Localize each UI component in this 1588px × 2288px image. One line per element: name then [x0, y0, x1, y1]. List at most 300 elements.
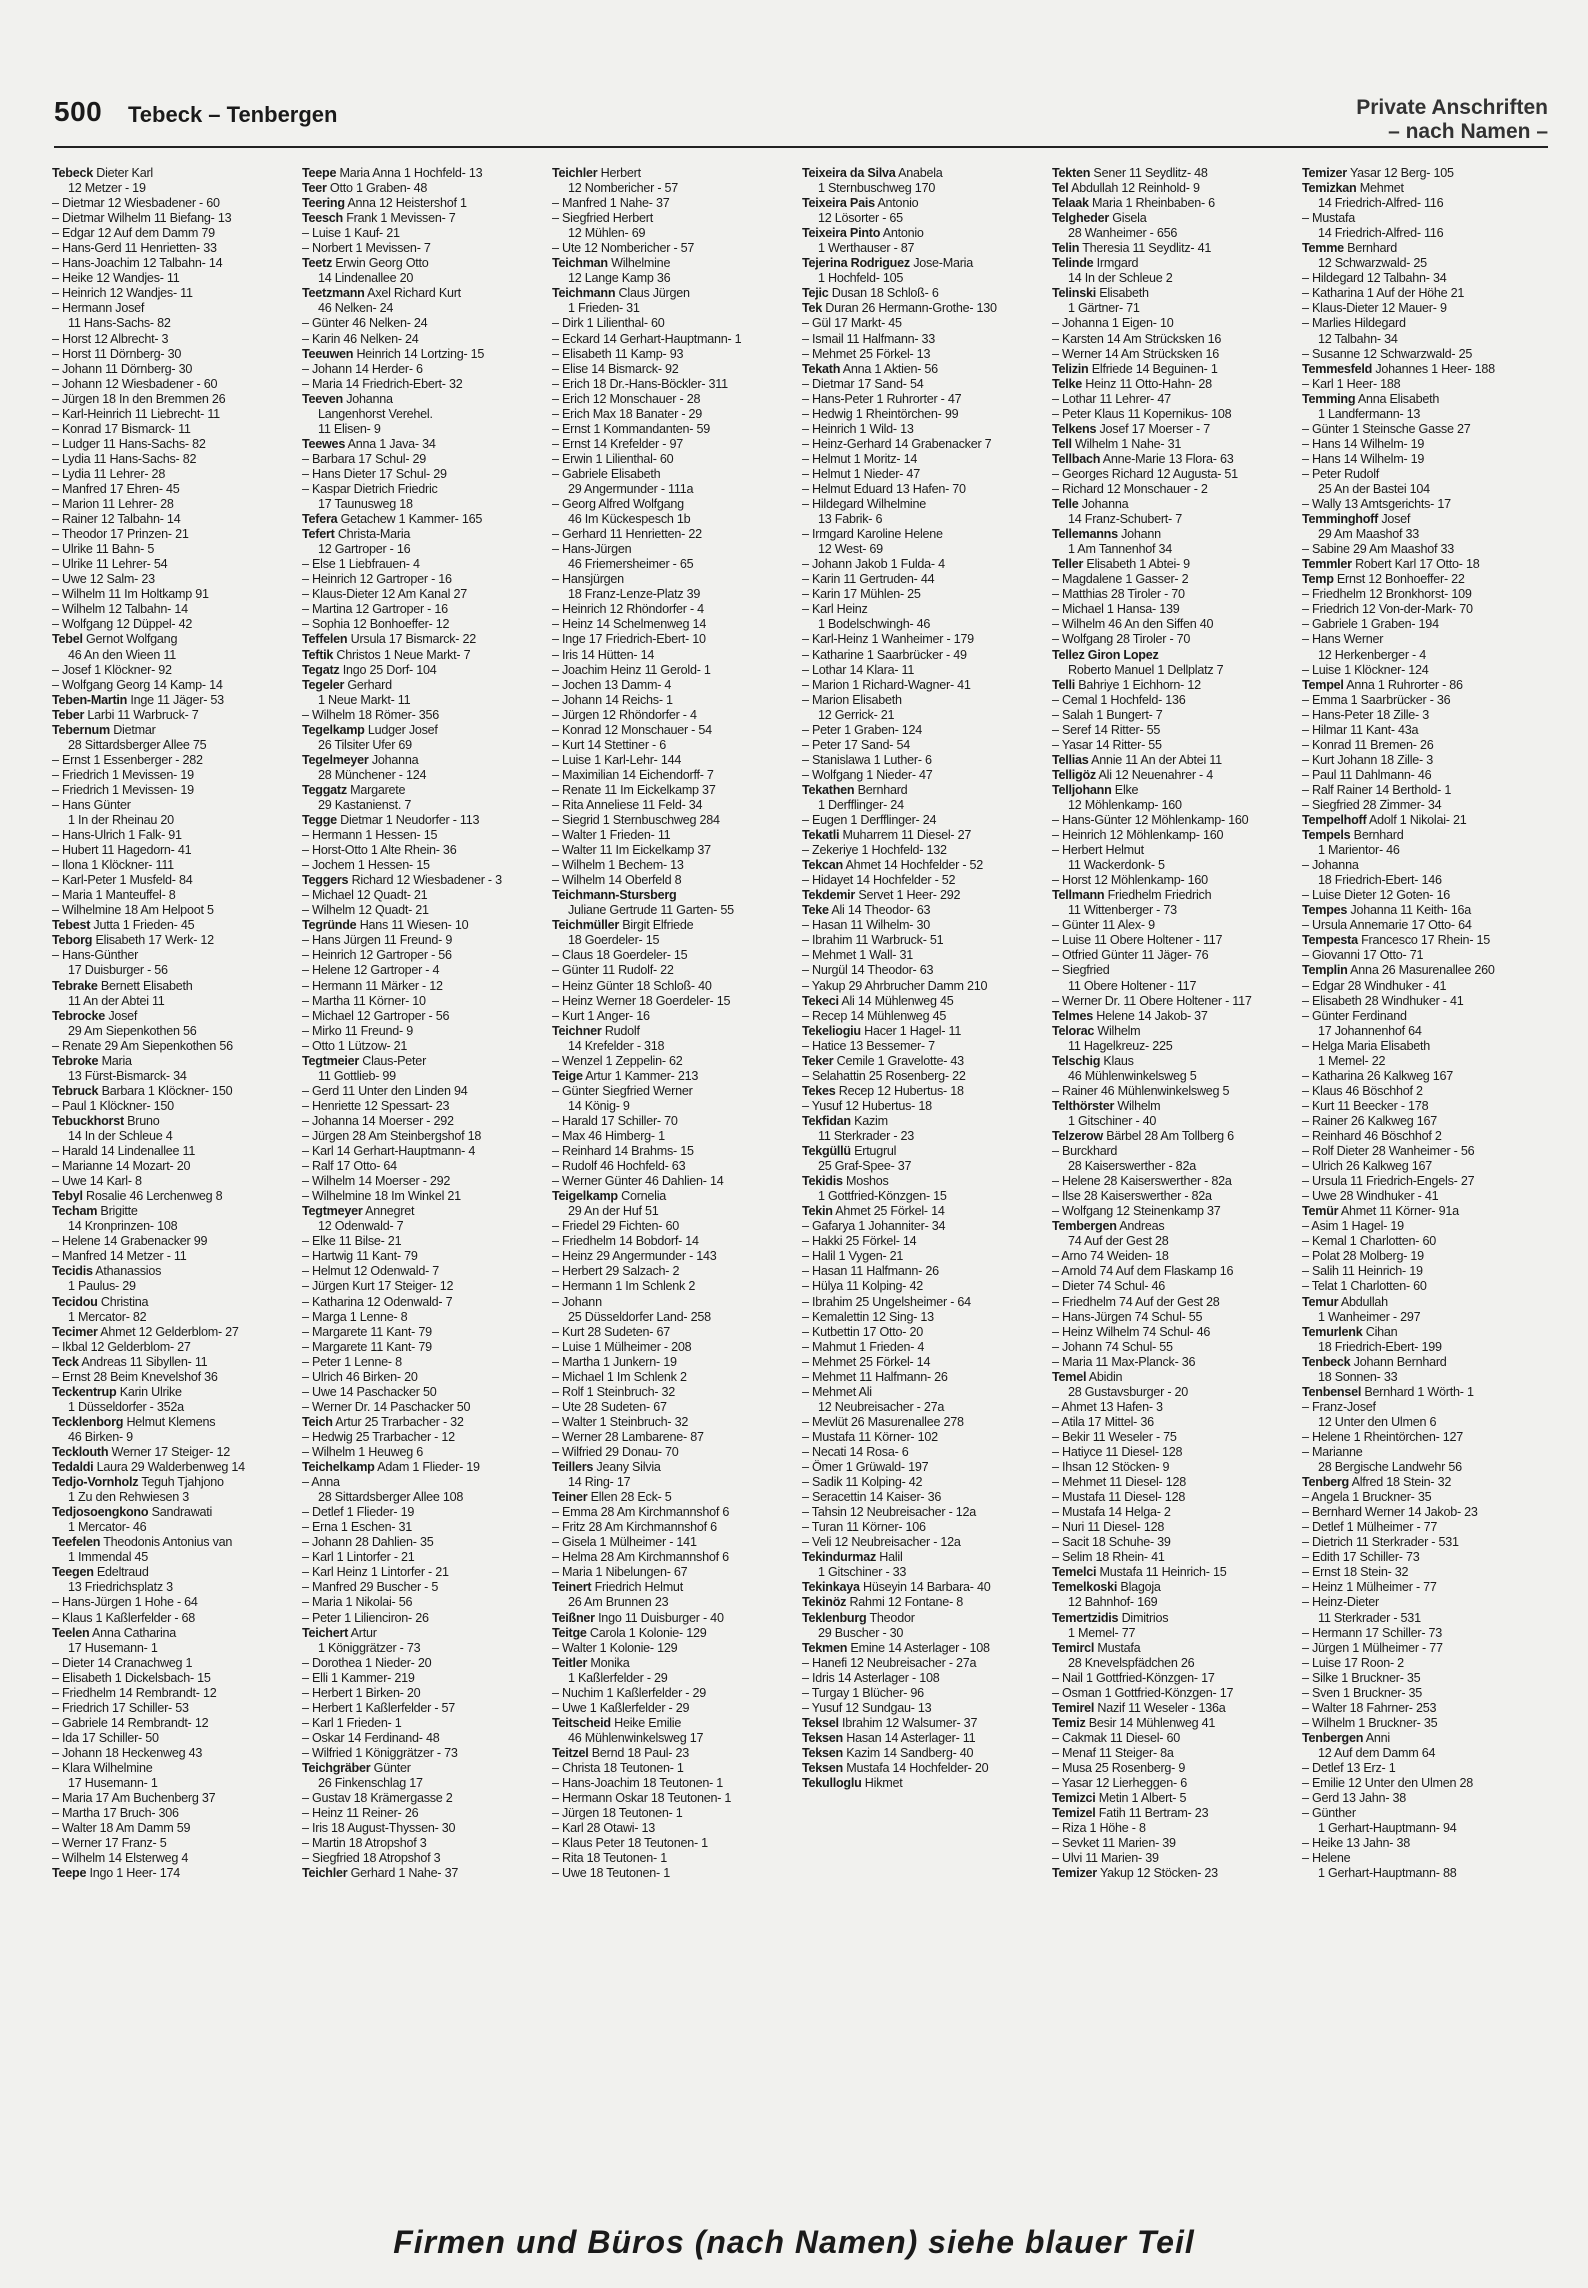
directory-entry — [552, 1550, 797, 1565]
directory-entry — [1052, 1310, 1297, 1325]
entry-details: Muharrem 11 Diesel- 27 — [842, 828, 972, 843]
entry-surname: Temircl — [1052, 1640, 1095, 1655]
entry-details: 1 Düsseldorfer - 352a — [68, 1399, 184, 1414]
entry-details: – Friedhelm 74 Auf der Gest 28 — [1052, 1294, 1220, 1309]
entry-surname: Tegelkamp — [302, 722, 365, 737]
entry-surname: Telligöz — [1052, 767, 1096, 782]
entry-details: – Wolfgang 12 Steinenkamp 37 — [1052, 1204, 1221, 1219]
directory-entry — [1052, 1159, 1297, 1174]
entry-details: – Kurt 11 Beecker - 178 — [1302, 1098, 1429, 1113]
entry-details: – Ihsan 12 Stöcken- 9 — [1052, 1460, 1170, 1475]
entry-surname: Tekmen — [802, 1640, 848, 1655]
entry-details: Helene 14 Jakob- 37 — [1096, 1008, 1208, 1023]
directory-entry — [1052, 813, 1297, 828]
entry-surname: Tegatz — [302, 662, 340, 677]
directory-entry — [552, 1234, 797, 1249]
directory-entry — [1302, 1279, 1547, 1294]
entry-details: 11 Wackerdonk- 5 — [1068, 858, 1165, 873]
directory-entry — [52, 1475, 297, 1490]
entry-surname: Tellmann — [1052, 888, 1105, 903]
directory-entry — [1302, 708, 1547, 723]
entry-details: 11 Hagelkreuz- 225 — [1068, 1038, 1173, 1053]
directory-entry — [1302, 933, 1547, 948]
entry-details: – Heinz 11 Reiner- 26 — [302, 1806, 419, 1821]
directory-entry — [1052, 1686, 1297, 1701]
entry-details: – Detlef 1 Flieder- 19 — [302, 1505, 415, 1520]
directory-entry — [302, 1821, 547, 1836]
entry-details: – Wilfried 29 Donau- 70 — [552, 1444, 679, 1459]
entry-surname: Temirel — [1052, 1700, 1095, 1715]
directory-entry — [1302, 362, 1547, 377]
directory-entry — [1302, 723, 1547, 738]
directory-entry — [52, 1295, 297, 1310]
directory-entry — [52, 903, 297, 918]
entry-surname: Teichert — [302, 1625, 349, 1640]
directory-entry — [1302, 1656, 1547, 1671]
directory-entry — [52, 482, 297, 497]
directory-entry — [1052, 181, 1297, 196]
entry-details: – Ralf 17 Otto- 64 — [302, 1159, 397, 1174]
directory-entry — [1052, 963, 1297, 978]
directory-entry — [552, 1325, 797, 1340]
entry-details: Kazim 14 Sandberg- 40 — [846, 1745, 974, 1760]
entry-surname: Tebel — [52, 632, 83, 647]
entry-details: – Kaspar Dietrich Friedric — [302, 481, 438, 496]
directory-entry — [52, 1054, 297, 1069]
entry-details: – Martina 12 Gartroper - 16 — [302, 602, 448, 617]
directory-entry — [52, 1370, 297, 1385]
entry-surname: Tekeci — [802, 993, 839, 1008]
directory-entry — [52, 1355, 297, 1370]
directory-entry — [1052, 979, 1297, 994]
directory-entry — [802, 1039, 1047, 1054]
directory-entry — [1302, 1340, 1547, 1355]
entry-details: 28 Wanheimer - 656 — [1068, 226, 1178, 241]
directory-entry — [1052, 301, 1297, 316]
directory-entry — [1052, 1385, 1297, 1400]
entry-details: Ingo 1 Heer- 174 — [89, 1866, 180, 1881]
entry-surname: Tekidis — [802, 1174, 843, 1189]
entry-details: – Johann 14 Reichs- 1 — [552, 692, 673, 707]
directory-entry — [802, 1565, 1047, 1580]
directory-entry — [802, 843, 1047, 858]
entry-surname: Telthörster — [1052, 1098, 1115, 1113]
entry-surname: Tellemanns — [1052, 527, 1118, 542]
entry-details: – Luise 1 Klöckner- 124 — [1302, 662, 1429, 677]
directory-entry — [802, 332, 1047, 347]
page-header — [54, 96, 1548, 146]
directory-entry — [302, 1580, 547, 1595]
directory-entry — [1052, 1806, 1297, 1821]
directory-entry — [52, 1671, 297, 1686]
entry-details: – Wilhelm 12 Talbahn- 14 — [52, 602, 188, 617]
directory-entry — [1052, 1009, 1297, 1024]
entry-surname: Telljohann — [1052, 782, 1112, 797]
entry-details: Yasar 12 Berg- 105 — [1349, 166, 1454, 180]
directory-entry — [302, 1174, 547, 1189]
entry-details: – Peter 17 Sand- 54 — [802, 737, 910, 752]
directory-entry — [802, 1189, 1047, 1204]
directory-entry — [1052, 948, 1297, 963]
directory-entry — [302, 271, 547, 286]
entry-details: – Hatice 13 Bessemer- 7 — [802, 1038, 935, 1053]
entry-details: – Ursula 11 Friedrich-Engels- 27 — [1302, 1174, 1475, 1189]
directory-entry — [552, 1565, 797, 1580]
directory-entry — [1302, 753, 1547, 768]
entry-details: Anna 12 Heistershof 1 — [347, 196, 467, 211]
directory-entry — [1052, 753, 1297, 768]
entry-details: – Michael 12 Quadt- 21 — [302, 888, 428, 903]
entry-details: – Matthias 28 Tiroler - 70 — [1052, 587, 1185, 602]
entry-surname: Temizer — [1302, 166, 1347, 180]
directory-entry — [1052, 918, 1297, 933]
entry-details: – Maria 14 Friedrich-Ebert- 32 — [302, 376, 463, 391]
directory-entry — [302, 1204, 547, 1219]
entry-details: – Hans-Joachim 18 Teutonen- 1 — [552, 1776, 724, 1791]
entry-details: – Irmgard Karoline Helene — [802, 527, 943, 542]
entry-details: Johannes 1 Heer- 188 — [1375, 361, 1495, 376]
directory-entry — [1302, 587, 1547, 602]
directory-entry — [52, 1460, 297, 1475]
entry-details: 12 Odenwald- 7 — [318, 1219, 404, 1234]
entry-details: – Giovanni 17 Otto- 71 — [1302, 948, 1424, 963]
directory-entry — [802, 1084, 1047, 1099]
entry-surname: Tenbensel — [1302, 1384, 1362, 1399]
entry-details: – Helmut 12 Odenwald- 7 — [302, 1264, 440, 1279]
entry-details: – Kurt 1 Anger- 16 — [552, 1008, 650, 1023]
entry-details: Claus Jürgen — [618, 286, 690, 301]
directory-entry — [52, 1716, 297, 1731]
directory-entry — [552, 918, 797, 933]
entry-details: Kazim — [854, 1113, 888, 1128]
directory-entry — [1302, 241, 1547, 256]
entry-details: 1 Derfflinger- 24 — [818, 797, 904, 812]
entry-details: – Musa 25 Rosenberg- 9 — [1052, 1760, 1186, 1775]
entry-surname: Teber — [52, 707, 85, 722]
entry-details: 17 Husemann- 1 — [68, 1640, 158, 1655]
entry-details: – Michael 1 Hansa- 139 — [1052, 602, 1180, 617]
entry-details: – Dieter 14 Cranachweg 1 — [52, 1655, 193, 1670]
directory-entry — [552, 452, 797, 467]
entry-details: Fatih 11 Bertram- 23 — [1098, 1806, 1209, 1821]
directory-entry — [552, 663, 797, 678]
entry-details: – Peter 1 Lenne- 8 — [302, 1354, 402, 1369]
entry-details: Johanna — [346, 391, 393, 406]
entry-details: – Martin 18 Atropshof 3 — [302, 1836, 427, 1851]
entry-details: – Karin 17 Mühlen- 25 — [802, 587, 921, 602]
entry-details: – Henriette 12 Spessart- 23 — [302, 1098, 450, 1113]
directory-entry — [1302, 347, 1547, 362]
entry-surname: Tell — [1052, 436, 1072, 451]
directory-entry — [52, 1656, 297, 1671]
directory-entry — [1052, 1505, 1297, 1520]
directory-entry — [52, 1069, 297, 1084]
directory-entry — [1052, 768, 1297, 783]
directory-entry — [302, 587, 547, 602]
entry-details: – Herbert Helmut — [1052, 843, 1144, 858]
entry-details: – Werner Dr. 14 Paschacker 50 — [302, 1399, 471, 1414]
directory-entry — [1052, 1114, 1297, 1129]
directory-entry — [802, 256, 1047, 271]
directory-entry — [52, 407, 297, 422]
entry-details: – Johanna 14 Moerser - 292 — [302, 1113, 454, 1128]
directory-entry — [302, 452, 547, 467]
directory-entry — [302, 241, 547, 256]
directory-entry — [302, 1024, 547, 1039]
entry-surname: Tegeler — [302, 677, 345, 692]
directory-entry — [1302, 843, 1547, 858]
directory-entry — [802, 1656, 1047, 1671]
entry-details: – Paul 11 Dahlmann- 46 — [1302, 767, 1432, 782]
entry-details: Gisela — [1112, 211, 1147, 226]
directory-entry — [1052, 512, 1297, 527]
directory-entry — [1302, 512, 1547, 527]
directory-entry — [1052, 1084, 1297, 1099]
directory-entry — [52, 678, 297, 693]
entry-details: – Turan 11 Körner- 106 — [802, 1520, 926, 1535]
directory-entry — [802, 632, 1047, 647]
entry-surname: Teigelkamp — [552, 1189, 618, 1204]
entry-details: – Burckhard — [1052, 1144, 1118, 1159]
directory-entry — [552, 527, 797, 542]
directory-entry — [552, 332, 797, 347]
entry-details: – Martha 17 Bruch- 306 — [52, 1806, 179, 1821]
entry-surname: Tekgüllü — [802, 1144, 851, 1159]
entry-details: Ibrahim 12 Walsumer- 37 — [842, 1715, 978, 1730]
entry-details: 12 Nombericher - 57 — [568, 181, 679, 196]
directory-entry — [1302, 1505, 1547, 1520]
entry-details: – Manfred 29 Buscher - 5 — [302, 1580, 439, 1595]
directory-entry — [1302, 1866, 1547, 1881]
directory-entry — [1052, 1626, 1297, 1641]
directory-entry — [552, 602, 797, 617]
entry-details: – Uwe 18 Teutonen- 1 — [552, 1866, 670, 1881]
entry-details: – Manfred 17 Ehren- 45 — [52, 481, 180, 496]
entry-details: – Gabriele 1 Graben- 194 — [1302, 617, 1439, 632]
directory-entry — [1302, 1851, 1547, 1866]
directory-entry — [1052, 1490, 1297, 1505]
entry-details: – Mirko 11 Freund- 9 — [302, 1023, 413, 1038]
entry-details: – Hildegard Wilhelmine — [802, 497, 926, 512]
entry-details: – Friedhelm 14 Rembrandt- 12 — [52, 1685, 217, 1700]
entry-details: – Werner 28 Lambarene- 87 — [552, 1429, 704, 1444]
directory-entry — [1052, 1671, 1297, 1686]
entry-details: – Josef 1 Klöckner- 92 — [52, 662, 172, 677]
entry-details: – Fritz 28 Am Kirchmannshof 6 — [552, 1520, 717, 1535]
entry-details: – Kurt 14 Stettiner - 6 — [552, 737, 666, 752]
directory-entry — [1302, 1791, 1547, 1806]
entry-details: – Georges Richard 12 Augusta- 51 — [1052, 466, 1238, 481]
entry-details: Robert Karl 17 Otto- 18 — [1355, 557, 1480, 572]
directory-entry — [552, 1580, 797, 1595]
directory-entry — [1052, 347, 1297, 362]
entry-details: 11 Elisen- 9 — [318, 421, 381, 436]
entry-surname: Telli — [1052, 677, 1076, 692]
directory-entry — [552, 843, 797, 858]
directory-entry — [802, 1340, 1047, 1355]
entry-details: – Uwe 12 Salm- 23 — [52, 572, 155, 587]
entry-surname: Tekulloglu — [802, 1776, 862, 1791]
entry-details: – Wolfgang 1 Nieder- 47 — [802, 767, 933, 782]
directory-entry — [1052, 196, 1297, 211]
entry-details: 14 Friedrich-Alfred- 116 — [1318, 196, 1444, 211]
entry-details: 14 Friedrich-Alfred- 116 — [1318, 226, 1444, 241]
entry-details: – Hans Günter — [52, 797, 131, 812]
entry-surname: Teggers — [302, 873, 349, 888]
directory-entry — [1052, 1776, 1297, 1791]
directory-entry — [802, 1671, 1047, 1686]
directory-entry — [1302, 1821, 1547, 1836]
directory-entry — [52, 798, 297, 813]
entry-details: 1 Gärtner- 71 — [1068, 301, 1140, 316]
directory-entry — [802, 497, 1047, 512]
entry-details: – Martha 11 Körner- 10 — [302, 993, 426, 1008]
entry-details: – Karin 46 Nelken- 24 — [302, 331, 419, 346]
entry-details: – Werner 17 Franz- 5 — [52, 1836, 167, 1851]
entry-surname: Telke — [1052, 376, 1083, 391]
directory-entry — [1052, 798, 1297, 813]
directory-entry — [1052, 377, 1297, 392]
entry-details: – Erich Max 18 Banater - 29 — [552, 406, 703, 421]
entry-details: – Nail 1 Gottfried-Könzgen- 17 — [1052, 1670, 1215, 1685]
directory-entry — [52, 963, 297, 978]
entry-details: – Katharina 26 Kalkweg 167 — [1302, 1068, 1454, 1083]
directory-entry — [1302, 437, 1547, 452]
directory-entry — [1302, 1129, 1547, 1144]
directory-entry — [552, 963, 797, 978]
entry-details: – Luise 11 Obere Holtener - 117 — [1052, 933, 1223, 948]
directory-entry — [552, 1701, 797, 1716]
directory-entry — [1302, 1009, 1547, 1024]
entry-surname: Tecklouth — [52, 1444, 109, 1459]
directory-entry — [802, 422, 1047, 437]
entry-details: – Helene 1 Rheintörchen- 127 — [1302, 1429, 1464, 1444]
entry-details: – Christa 18 Teutonen- 1 — [552, 1760, 684, 1775]
entry-details: Mustafa 11 Heinrich- 15 — [1099, 1565, 1227, 1580]
directory-entry — [302, 798, 547, 813]
directory-entry — [1302, 1400, 1547, 1415]
entry-details: – Jürgen 1 Mülheimer - 77 — [1302, 1640, 1443, 1655]
entry-details: 18 Franz-Lenze-Platz 39 — [568, 587, 701, 602]
directory-entry — [552, 316, 797, 331]
entry-details: Barbara 1 Klöckner- 150 — [101, 1083, 233, 1098]
directory-entry — [52, 617, 297, 632]
directory-entry — [1302, 1671, 1547, 1686]
directory-entry — [52, 1400, 297, 1415]
entry-details: Ellen 28 Eck- 5 — [590, 1490, 672, 1505]
directory-entry — [302, 1490, 547, 1505]
directory-entry — [1302, 1219, 1547, 1234]
entry-details: – Wenzel 1 Zeppelin- 62 — [552, 1053, 683, 1068]
entry-details: Birgit Elfriede — [622, 918, 694, 933]
directory-entry — [1302, 768, 1547, 783]
directory-entry — [302, 1279, 547, 1294]
directory-entry — [52, 1340, 297, 1355]
entry-details: – Heinrich 1 Wild- 13 — [802, 421, 914, 436]
entry-details: – Konrad 17 Bismarck- 11 — [52, 421, 191, 436]
entry-surname: Teichler — [552, 166, 598, 180]
entry-details: Ursula 17 Bismarck- 22 — [350, 632, 476, 647]
directory-entry — [802, 828, 1047, 843]
entry-details: 1 Mercator- 46 — [68, 1520, 147, 1535]
directory-entry — [302, 994, 547, 1009]
directory-entry — [1302, 1415, 1547, 1430]
entry-details: Rahmi 12 Fontane- 8 — [849, 1595, 964, 1610]
entry-details: – Zekeriye 1 Hochfeld- 132 — [802, 843, 947, 858]
entry-details: – Heinz Werner 18 Goerdeler- 15 — [552, 993, 731, 1008]
directory-entry — [52, 979, 297, 994]
directory-entry — [802, 181, 1047, 196]
directory-entry — [302, 512, 547, 527]
entry-surname: Temme — [1302, 241, 1344, 256]
entry-details: – Marion Elisabeth — [802, 692, 902, 707]
directory-entry — [302, 828, 547, 843]
entry-details: – Selim 18 Rhein- 41 — [1052, 1550, 1165, 1565]
entry-details: 1 Am Tannenhof 34 — [1068, 542, 1173, 557]
entry-details: 1 Gitschiner - 40 — [1068, 1113, 1157, 1128]
entry-details: – Detlef 1 Mülheimer - 77 — [1302, 1520, 1438, 1535]
entry-surname: Tekes — [802, 1083, 836, 1098]
directory-entry — [552, 1641, 797, 1656]
entry-details: – Ulrich 26 Kalkweg 167 — [1302, 1159, 1433, 1174]
directory-entry — [1052, 1641, 1297, 1656]
entry-details: Teguh Tjahjono — [141, 1475, 224, 1490]
entry-details: – Hermann Oskar 18 Teutonen- 1 — [552, 1791, 732, 1806]
entry-details: Hasan 14 Asterlager- 11 — [846, 1730, 976, 1745]
directory-entry — [52, 708, 297, 723]
entry-surname: Teksen — [802, 1745, 843, 1760]
directory-entry — [1302, 1716, 1547, 1731]
directory-entry — [52, 1159, 297, 1174]
directory-entry — [1302, 1355, 1547, 1370]
entry-details: – Sevket 11 Marien- 39 — [1052, 1836, 1176, 1851]
entry-details: – Hans-Jürgen — [552, 542, 632, 557]
entry-details: Yakup 12 Stöcken- 23 — [1099, 1866, 1218, 1881]
directory-entry — [52, 918, 297, 933]
entry-surname: Tecidis — [52, 1264, 93, 1279]
entry-details: – Karl 1 Frieden- 1 — [302, 1715, 402, 1730]
directory-entry — [1052, 1174, 1297, 1189]
directory-entry — [52, 587, 297, 602]
directory-entry — [52, 557, 297, 572]
directory-entry — [1052, 888, 1297, 903]
entry-details: Inge 11 Jäger- 53 — [130, 692, 224, 707]
directory-entry — [552, 1385, 797, 1400]
entry-details: – Johanna 1 Eigen- 10 — [1052, 316, 1174, 331]
entry-surname: Telin — [1052, 241, 1080, 256]
directory-entry — [802, 1009, 1047, 1024]
directory-entry — [1052, 452, 1297, 467]
entry-details: – Maria 17 Am Buchenberg 37 — [52, 1791, 216, 1806]
entry-details: – Hansjürgen — [552, 572, 624, 587]
directory-entry — [1302, 542, 1547, 557]
entry-details: – Atila 17 Mittel- 36 — [1052, 1414, 1154, 1429]
directory-entry — [802, 1731, 1047, 1746]
entry-details: – Siegfried — [1052, 963, 1110, 978]
entry-surname: Tempes — [1302, 903, 1348, 918]
directory-entry — [802, 407, 1047, 422]
entry-details: Brigitte — [100, 1204, 138, 1219]
directory-entry — [52, 196, 297, 211]
directory-entry — [802, 1505, 1047, 1520]
entry-details: – Lothar 14 Klara- 11 — [802, 662, 915, 677]
entry-details: – Renate 11 Im Eickelkamp 37 — [552, 782, 716, 797]
directory-entry — [52, 422, 297, 437]
directory-entry — [302, 211, 547, 226]
directory-entry — [802, 1279, 1047, 1294]
entry-details: – Werner 14 Am Strücksken 16 — [1052, 346, 1220, 361]
entry-surname: Teksen — [802, 1730, 843, 1745]
